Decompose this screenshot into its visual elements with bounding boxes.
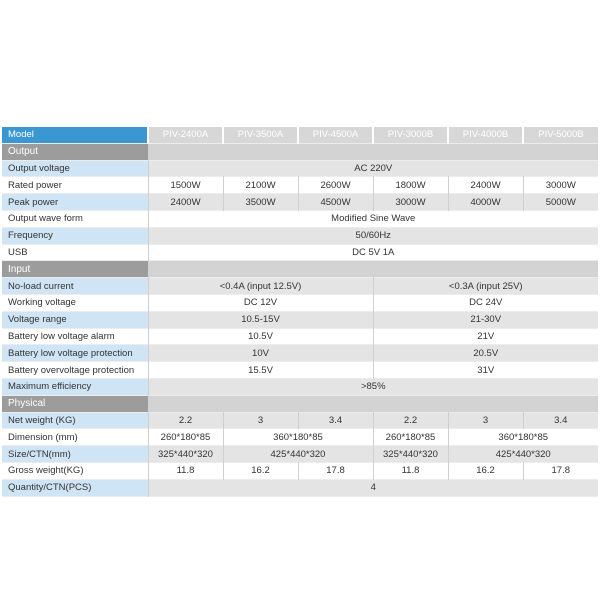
spec-row	[2, 462, 598, 479]
spec-table	[2, 127, 598, 497]
row-value: 2.2	[373, 412, 448, 429]
row-value: 325*440*320	[373, 446, 448, 463]
row-value: 10V	[148, 345, 373, 362]
row-label: Battery low voltage protection	[2, 345, 148, 362]
row-value: 2400W	[148, 194, 223, 211]
row-value: 20.5V	[373, 345, 598, 362]
row-label: Net weight (KG)	[2, 412, 148, 429]
row-value: 16.2	[448, 462, 523, 479]
row-value: 10.5-15V	[148, 311, 373, 328]
row-label: Size/CTN(mm)	[2, 446, 148, 463]
row-value: 2600W	[298, 177, 373, 194]
row-label: No-load current	[2, 278, 148, 295]
row-value: 260*180*85	[148, 429, 223, 446]
section-title: Input	[2, 261, 148, 278]
row-label: Rated power	[8, 179, 62, 191]
row-value: 325*440*320	[148, 446, 223, 463]
row-value: <0.4A (input 12.5V)	[148, 278, 373, 295]
spec-row	[2, 328, 598, 345]
section-physical	[2, 395, 598, 412]
row-label: Output voltage	[2, 160, 148, 177]
row-value: 21V	[373, 328, 598, 345]
row-value: DC 12V	[148, 294, 373, 311]
spec-row	[2, 278, 598, 295]
spec-row	[2, 177, 598, 194]
row-label: Output wave form	[8, 213, 83, 225]
spec-row	[2, 160, 598, 177]
model-header-cell: PIV-3000B	[373, 127, 448, 143]
row-value: 4500W	[298, 194, 373, 211]
row-value: 10.5V	[148, 328, 373, 345]
row-value: 15.5V	[148, 362, 373, 379]
spec-row	[2, 362, 598, 379]
row-label: Maximum efficiency	[2, 378, 148, 395]
row-value: 31V	[373, 362, 598, 379]
section-title: Output	[2, 143, 148, 160]
row-value: 11.8	[373, 462, 448, 479]
row-value: 260*180*85	[373, 429, 448, 446]
row-value: 16.2	[223, 462, 298, 479]
header-row	[2, 127, 598, 143]
row-label: Battery low voltage alarm	[8, 330, 115, 342]
row-value: 17.8	[523, 462, 598, 479]
model-header-cell: PIV-4500A	[298, 127, 373, 143]
row-value: 2400W	[448, 177, 523, 194]
row-value: 17.8	[298, 462, 373, 479]
row-value: 4000W	[448, 194, 523, 211]
row-value: 3.4	[523, 412, 598, 429]
row-value: 1500W	[148, 177, 223, 194]
spec-row	[2, 227, 598, 244]
model-header-cell: PIV-5000B	[523, 127, 598, 143]
row-value: >85%	[148, 378, 598, 395]
row-value: 4	[148, 479, 598, 496]
row-label: Battery overvoltage protection	[8, 364, 135, 376]
row-label: Voltage range	[2, 311, 148, 328]
spec-row	[2, 345, 598, 362]
row-value: Modified Sine Wave	[148, 210, 598, 227]
row-value: 50/60Hz	[148, 227, 598, 244]
section-input	[2, 261, 598, 278]
model-header-cell: PIV-3500A	[223, 127, 298, 143]
row-value: <0.3A (input 25V)	[373, 278, 598, 295]
row-label: Working voltage	[8, 297, 76, 309]
row-value: 3000W	[523, 177, 598, 194]
row-value: 360*180*85	[223, 429, 373, 446]
row-value: 425*440*320	[448, 446, 598, 463]
spec-row	[2, 429, 598, 446]
row-label: Frequency	[2, 227, 148, 244]
row-value: 2.2	[148, 412, 223, 429]
spec-row	[2, 446, 598, 463]
row-value: 3000W	[373, 194, 448, 211]
spec-row	[2, 378, 598, 395]
row-value: 21-30V	[373, 311, 598, 328]
spec-row	[2, 244, 598, 261]
section-title: Physical	[2, 395, 148, 412]
row-value: 11.8	[148, 462, 223, 479]
row-value: DC 24V	[373, 294, 598, 311]
row-value: 3	[223, 412, 298, 429]
row-value: 1800W	[373, 177, 448, 194]
spec-row	[2, 210, 598, 227]
row-value: AC 220V	[148, 160, 598, 177]
section-output	[2, 143, 598, 160]
model-header-cell: PIV-2400A	[148, 127, 223, 143]
row-label: USB	[8, 246, 28, 258]
row-value: 2100W	[223, 177, 298, 194]
spec-row	[2, 294, 598, 311]
row-value: 425*440*320	[223, 446, 373, 463]
row-value: 3	[448, 412, 523, 429]
spec-row	[2, 479, 598, 496]
row-label: Gross weight(KG)	[8, 465, 84, 477]
spec-row	[2, 311, 598, 328]
row-label: Quantity/CTN(PCS)	[2, 479, 148, 496]
row-value: DC 5V 1A	[148, 244, 598, 261]
row-value: 5000W	[523, 194, 598, 211]
model-header-label: Model	[2, 127, 148, 143]
row-value: 360*180*85	[448, 429, 598, 446]
spec-row	[2, 412, 598, 429]
row-value: 3500W	[223, 194, 298, 211]
row-value: 3.4	[298, 412, 373, 429]
spec-row	[2, 194, 598, 211]
model-header-cell: PIV-4000B	[448, 127, 523, 143]
row-label: Peak power	[2, 194, 148, 211]
row-label: Dimension (mm)	[8, 431, 78, 443]
